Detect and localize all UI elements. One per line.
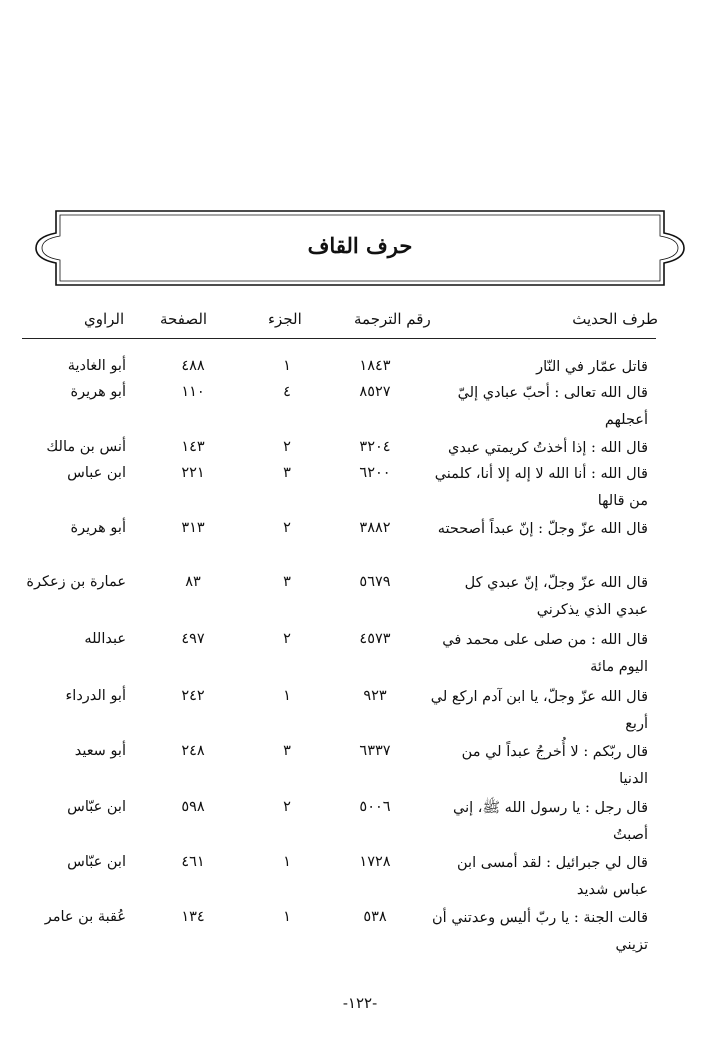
page-number: ١٤٣: [181, 439, 205, 455]
page-number: ٤٦١: [181, 854, 205, 870]
header-divider: [22, 338, 656, 339]
page-number: ٨٣: [185, 574, 201, 590]
tarjama-number: ٨٥٢٧: [359, 384, 391, 400]
page-number: ٤٨٨: [181, 358, 205, 374]
tarjama-number: ٣٨٨٢: [359, 520, 391, 536]
juz-number: ٢: [283, 631, 291, 647]
hadith-text: قالت الجنة : يا ربّ أليس وعدتني أن تزيني: [432, 910, 648, 953]
header-narrator: الراوي: [84, 310, 125, 328]
hadith-text: قال الله عزّ وجلّ، يا ابن آدم اركع لي أربع: [430, 689, 648, 732]
header-juz: الجزء: [268, 310, 302, 328]
narrator: أبو هريرة: [70, 520, 126, 536]
page-number: ٢٤٨: [181, 743, 205, 759]
narrator: عمارة بن زعكرة: [26, 574, 126, 590]
table-row: [0, 380, 720, 440]
juz-number: ١: [283, 688, 291, 704]
juz-number: ١: [283, 909, 291, 925]
tarjama-number: ٣٢٠٤: [359, 439, 391, 455]
juz-number: ١: [283, 854, 291, 870]
section-title: حرف القاف: [307, 233, 413, 258]
juz-number: ٣: [283, 465, 291, 481]
table-row: [0, 739, 720, 799]
table-row: [0, 627, 720, 687]
table-row: [0, 850, 720, 910]
tarjama-number: ٦٣٣٧: [359, 743, 391, 759]
page-folio: -١٢٢-: [342, 994, 378, 1012]
juz-number: ٣: [283, 743, 291, 759]
page-number: ٥٩٨: [181, 799, 205, 815]
header-tarjama: رقم الترجمة: [354, 310, 431, 328]
narrator: أبو هريرة: [70, 384, 126, 400]
juz-number: ١: [283, 358, 291, 374]
tarjama-number: ٩٢٣: [363, 688, 387, 704]
table-row: [0, 461, 720, 521]
tarjama-number: ٥٣٨: [363, 909, 387, 925]
page-number: ٢٤٢: [181, 688, 205, 704]
narrator: أنس بن مالك: [46, 439, 126, 455]
narrator: أبو سعيد: [74, 743, 126, 759]
hadith-text: قال الله : أنا الله لا إله إلا أنا، كلمني من قالها: [434, 466, 648, 509]
hadith-text: قال الله تعالى : أحبّ عبادي إليّ أعجلهم: [457, 385, 648, 428]
tarjama-number: ٦٢٠٠: [359, 465, 391, 481]
tarjama-number: ١٨٤٣: [359, 358, 391, 374]
hadith-text: قال ربّكم : لا أُخرجُ عبداً لي من الدنيا: [461, 744, 648, 787]
page-number: ١٣٤: [181, 909, 205, 925]
hadith-text: قال رجل : يا رسول الله ﷺ، إني أصبتُ: [453, 800, 648, 843]
hadith-text: قاتل عمّار في النّار: [536, 359, 648, 375]
hadith-text: قال الله : من صلى على محمد في اليوم مائة: [442, 632, 648, 675]
page-number: ١١٠: [181, 384, 205, 400]
table-header: [0, 300, 720, 340]
juz-number: ٢: [283, 799, 291, 815]
page-number: ٢٢١: [181, 465, 205, 481]
table-row: [0, 795, 720, 855]
narrator: عبدالله: [84, 631, 126, 647]
table-row: [0, 516, 720, 576]
table-row: [0, 905, 720, 965]
hadith-text: قال الله : إذا أخذتُ كريمتي عبدي: [448, 440, 648, 456]
page-number: ٤٩٧: [181, 631, 205, 647]
page-number: ٣١٣: [181, 520, 205, 536]
narrator: عُقبة بن عامر: [44, 909, 126, 925]
juz-number: ٣: [283, 574, 291, 590]
juz-number: ٤: [283, 384, 291, 400]
narrator: ابن عبّاس: [67, 799, 126, 815]
narrator: ابن عباس: [67, 465, 126, 481]
hadith-text: قال الله عزّ وجلّ، إنّ عبدي كل عبدي الذي يذكرني: [464, 575, 648, 618]
narrator: أبو الدرداء: [65, 688, 126, 704]
narrator: ابن عبّاس: [67, 854, 126, 870]
juz-number: ٢: [283, 520, 291, 536]
hadith-text: قال الله عزّ وجلّ : إنّ عبداً أصححته: [437, 521, 648, 537]
section-banner: [34, 209, 686, 287]
tarjama-number: ١٧٢٨: [359, 854, 391, 870]
tarjama-number: ٥٠٠٦: [359, 799, 391, 815]
tarjama-number: ٥٦٧٩: [359, 574, 391, 590]
table-row: [0, 684, 720, 744]
juz-number: ٢: [283, 439, 291, 455]
header-hadith: طرف الحديث: [572, 310, 658, 328]
table-row: [0, 570, 720, 630]
header-page: الصفحة: [160, 310, 208, 328]
tarjama-number: ٤٥٧٣: [359, 631, 391, 647]
hadith-text: قال لي جبرائيل : لقد أمسى ابن عباس شديد: [457, 855, 648, 898]
narrator: أبو الغادية: [67, 358, 126, 374]
